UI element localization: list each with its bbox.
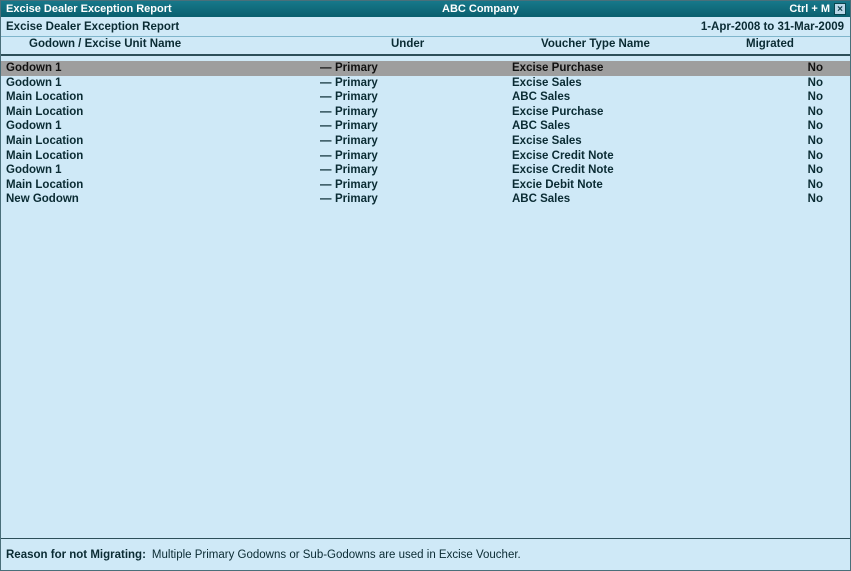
table-row[interactable] — [1, 76, 850, 91]
cell-voucher-type: ABC Sales — [512, 193, 571, 206]
cell-voucher-type: Excise Purchase — [512, 105, 604, 118]
table-row[interactable] — [1, 90, 850, 105]
cell-migrated: No — [807, 62, 823, 74]
cell-under: Primary — [335, 134, 378, 147]
cell-name: Godown 1 — [6, 164, 62, 177]
table-row[interactable] — [1, 119, 850, 134]
cell-dash: — — [320, 91, 332, 104]
cell-dash: — — [320, 120, 332, 133]
cell-migrated: No — [807, 149, 823, 162]
cell-migrated: No — [807, 193, 823, 206]
report-header — [1, 17, 850, 37]
report-table — [1, 56, 850, 524]
cell-voucher-type: ABC Sales — [512, 120, 571, 133]
footer-reason-bar — [1, 538, 850, 570]
cell-migrated: No — [807, 76, 823, 89]
cell-voucher-type: Excise Purchase — [512, 62, 604, 74]
cell-name: Main Location — [6, 178, 84, 191]
cell-under: Primary — [335, 193, 378, 206]
cell-under: Primary — [335, 105, 378, 118]
page-title: Excise Dealer Exception Report — [6, 20, 180, 33]
shortcut-hint: Ctrl + M — [789, 3, 830, 15]
title-bar — [1, 1, 850, 17]
column-header-name: Godown / Excise Unit Name — [29, 38, 182, 50]
cell-under: Primary — [335, 149, 378, 162]
reason-label: Reason for not Migrating: — [6, 548, 146, 561]
table-row[interactable] — [1, 192, 850, 207]
cell-name: Main Location — [6, 105, 84, 118]
cell-under: Primary — [335, 76, 378, 89]
cell-dash: — — [320, 164, 332, 177]
column-header-migrated: Migrated — [746, 38, 794, 50]
cell-voucher-type: Excise Sales — [512, 134, 582, 147]
cell-under: Primary — [335, 164, 378, 177]
table-row[interactable] — [1, 178, 850, 193]
table-row[interactable] — [1, 105, 850, 120]
cell-name: Godown 1 — [6, 76, 62, 89]
close-icon[interactable]: × — [834, 3, 846, 15]
cell-dash: — — [320, 193, 332, 206]
cell-dash: — — [320, 76, 332, 89]
table-row[interactable] — [1, 61, 850, 76]
cell-name: New Godown — [6, 193, 79, 206]
window-title: Excise Dealer Exception Report — [6, 3, 172, 15]
cell-migrated: No — [807, 105, 823, 118]
cell-under: Primary — [335, 91, 378, 104]
cell-migrated: No — [807, 178, 823, 191]
cell-name: Godown 1 — [6, 62, 62, 74]
report-period: 1-Apr-2008 to 31-Mar-2009 — [700, 20, 844, 33]
cell-voucher-type: Excise Credit Note — [512, 149, 614, 162]
cell-dash: — — [320, 105, 332, 118]
cell-voucher-type: ABC Sales — [512, 91, 571, 104]
column-header-voucher-type: Voucher Type Name — [541, 38, 650, 50]
cell-dash: — — [320, 134, 332, 147]
cell-voucher-type: Excise Credit Note — [512, 164, 614, 177]
cell-migrated: No — [807, 134, 823, 147]
cell-dash: — — [320, 178, 332, 191]
cell-under: Primary — [335, 62, 378, 74]
title-bar-right — [789, 1, 848, 17]
cell-dash: — — [320, 149, 332, 162]
cell-under: Primary — [335, 178, 378, 191]
cell-name: Main Location — [6, 134, 84, 147]
company-name: ABC Company — [442, 3, 520, 15]
cell-voucher-type: Excise Sales — [512, 76, 582, 89]
cell-dash: — — [320, 62, 332, 74]
cell-under: Primary — [335, 120, 378, 133]
cell-migrated: No — [807, 120, 823, 133]
column-header-under: Under — [391, 38, 425, 50]
reason-text: Multiple Primary Godowns or Sub-Godowns are used in Excise Voucher. — [151, 548, 521, 561]
cell-name: Main Location — [6, 91, 84, 104]
column-header-row — [1, 37, 850, 56]
cell-name: Godown 1 — [6, 120, 62, 133]
cell-voucher-type: Excie Debit Note — [512, 178, 603, 191]
table-row[interactable] — [1, 149, 850, 164]
table-row[interactable] — [1, 163, 850, 178]
cell-migrated: No — [807, 91, 823, 104]
table-row[interactable] — [1, 134, 850, 149]
cell-name: Main Location — [6, 149, 84, 162]
cell-migrated: No — [807, 164, 823, 177]
